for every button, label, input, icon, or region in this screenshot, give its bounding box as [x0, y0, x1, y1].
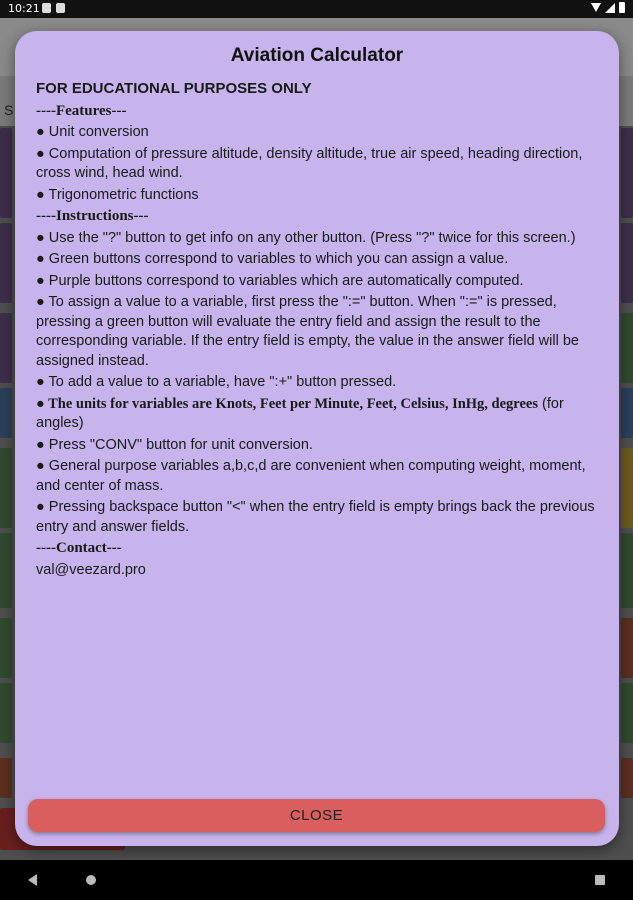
background-button — [0, 683, 12, 743]
background-button — [0, 533, 12, 608]
background-button — [621, 618, 633, 678]
background-button — [0, 223, 12, 303]
feature-item: ● Computation of pressure altitude, density altitude, true air speed, heading direction, cross wind, head wind. — [36, 145, 583, 181]
background-button — [621, 128, 633, 218]
background-button — [0, 618, 12, 678]
background-button — [0, 388, 12, 438]
dialog-title: Aviation Calculator — [230, 45, 404, 66]
disclaimer-header: FOR EDUCATIONAL PURPOSES ONLY — [36, 80, 312, 97]
instruction-item: ● Green buttons correspond to variables to which you can assign a value. — [36, 251, 509, 267]
contact-heading: ----Contact--- — [36, 540, 122, 556]
instructions-heading: ----Instructions--- — [36, 208, 149, 224]
units-bold-text: ● The units for variables are Knots, Feet per Minute, Feet, Celsius, InHg, degrees — [36, 395, 538, 412]
background-button — [0, 313, 12, 383]
status-time: 10:21 — [8, 2, 40, 15]
instruction-item: ● Purple buttons correspond to variables which are automatically computed. — [36, 272, 524, 289]
notification-icons — [42, 3, 65, 13]
about-dialog — [15, 31, 619, 846]
background-button — [621, 758, 633, 798]
background-button — [621, 223, 633, 303]
background-button — [621, 533, 633, 608]
signal-icon — [605, 3, 615, 13]
background-button — [621, 388, 633, 438]
background-button — [621, 313, 633, 383]
units-tail-text: (for angles) — [36, 395, 564, 431]
instruction-item: ● To add a value to a variable, have ":+" button pressed. — [36, 374, 397, 390]
wifi-icon — [591, 3, 601, 12]
back-icon[interactable] — [28, 874, 37, 886]
feature-item: ● Trigonometric functions — [36, 186, 199, 203]
battery-icon — [619, 2, 625, 13]
background-button — [621, 448, 633, 528]
contact-email: val@veezard.pro — [36, 561, 146, 578]
instruction-item: ● Use the "?" button to get info on any other button. (Press "?" twice for this screen.) — [36, 229, 576, 246]
background-button — [0, 758, 12, 798]
navigation-bar — [0, 860, 633, 900]
feature-item: ● Unit conversion — [36, 124, 149, 140]
background-button — [621, 683, 633, 743]
background-button — [0, 448, 12, 528]
units-instruction — [36, 395, 600, 434]
dialog-content — [36, 79, 600, 582]
home-icon[interactable] — [86, 875, 96, 885]
instruction-item: ● Pressing backspace button "<" when the entry field is empty brings back the previous entry and answer fields. — [36, 499, 595, 535]
instruction-item: ● To assign a value to a variable, first press the ":=" button. When ":=" is pressed, pressing a green button will evaluate the entry field and assign the result to the corresponding variable. If the entry field is empty, the value in the answer field will be assigned instead. — [36, 294, 579, 369]
instruction-item: ● Press "CONV" button for unit conversion. — [36, 436, 313, 453]
close-button[interactable]: CLOSE — [28, 799, 605, 832]
features-heading: ----Features--- — [36, 102, 127, 119]
recent-apps-icon[interactable] — [595, 875, 605, 885]
system-icons — [591, 2, 625, 13]
background-button — [0, 128, 12, 218]
sd-card-icon — [56, 3, 65, 13]
instruction-item: ● General purpose variables a,b,c,d are convenient when computing weight, moment, and center of mass. — [36, 458, 586, 494]
notification-icon — [42, 3, 51, 13]
status-bar — [0, 0, 633, 18]
background-partial-text: S — [4, 102, 14, 118]
